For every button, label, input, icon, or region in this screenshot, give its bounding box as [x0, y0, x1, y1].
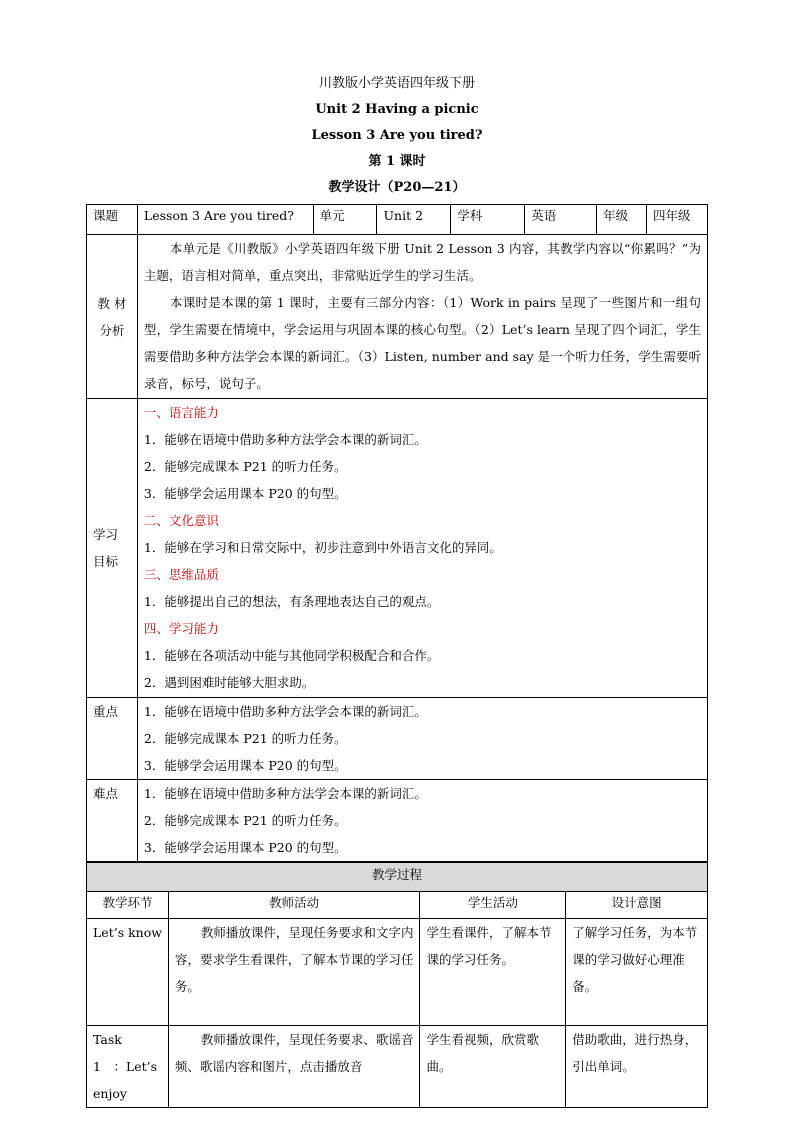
goals-row	[87, 399, 708, 698]
analysis-row	[87, 235, 708, 399]
goals-label-a: 学习	[93, 527, 119, 542]
goal-item: 1．能够在学习和日常交际中，初步注意到中外语言文化的异同。	[143, 540, 502, 555]
document-header	[0, 76, 794, 206]
goal-item: 3．能够学会运用课本 P20 的句型。	[143, 486, 347, 501]
design-title: 教学设计（P20—21）	[328, 180, 466, 195]
goals-label	[87, 399, 138, 698]
goals-content	[137, 399, 707, 698]
book-title: 川教版小学英语四年级下册	[318, 76, 475, 91]
difficulties-label: 难点	[87, 780, 138, 862]
subject-value: 英语	[525, 205, 597, 235]
goal-item: 2．遇到困难时能够大胆求助。	[143, 675, 315, 690]
process-table	[86, 862, 708, 1108]
process-title-row	[87, 863, 708, 892]
intent-cell: 借助歌曲，进行热身，引出单词。	[566, 1026, 708, 1108]
subject-label: 学科	[451, 205, 525, 235]
col-intent: 设计意图	[566, 892, 708, 919]
difficulty-item: 1．能够在语境中借助多种方法学会本课的新词汇。	[143, 786, 427, 801]
goal-item: 2．能够完成课本 P21 的听力任务。	[143, 459, 347, 474]
unit-title: Unit 2 Having a picnic	[315, 102, 479, 117]
analysis-para-1: 本单元是《川教版》小学英语四年级下册 Unit 2 Lesson 3 内容，其教学内容以“你累吗？”为主题，语言相对简单，重点突出，非常贴近学生的学习生活。	[143, 241, 701, 283]
lesson-info-table	[86, 204, 708, 862]
topic-value: Lesson 3 Are you tired?	[137, 205, 313, 235]
goal-item: 1．能够提出自己的想法，有条理地表达自己的观点。	[143, 594, 440, 609]
stage-cell: Task 1 ：Let’s enjoy	[87, 1026, 169, 1108]
col-student: 学生活动	[420, 892, 566, 919]
analysis-label-b: 分析	[99, 322, 125, 338]
period-title: 第 1 课时	[368, 154, 426, 169]
process-row	[87, 919, 708, 1026]
process-header-row	[87, 892, 708, 919]
goal-heading-language: 一、语言能力	[143, 405, 219, 420]
process-row	[87, 1026, 708, 1108]
key-points-label: 重点	[87, 698, 138, 780]
topic-label: 课题	[87, 205, 138, 235]
goal-heading-culture: 二、文化意识	[143, 513, 219, 528]
teacher-cell: 教师播放课件，呈现任务要求、歌谣音频、歌谣内容和图片，点击播放音	[168, 1026, 420, 1108]
grade-label: 年级	[597, 205, 647, 235]
col-stage: 教学环节	[87, 892, 169, 919]
difficulty-item: 2．能够完成课本 P21 的听力任务。	[143, 813, 347, 828]
stage-cell: Let’s know	[87, 919, 169, 1026]
process-title: 教学过程	[87, 863, 708, 892]
key-points-row	[87, 698, 708, 780]
key-point-item: 3．能够学会运用课本 P20 的句型。	[143, 758, 347, 773]
key-point-item: 1．能够在语境中借助多种方法学会本课的新词汇。	[143, 704, 427, 719]
goal-heading-learning: 四、学习能力	[143, 621, 219, 636]
lesson-title: Lesson 3 Are you tired?	[311, 128, 483, 143]
difficulties-content	[137, 780, 707, 862]
col-teacher: 教师活动	[168, 892, 420, 919]
unit-label: 单元	[313, 205, 377, 235]
teacher-cell: 教师播放课件，呈现任务要求和文字内容，要求学生看课件，了解本节课的学习任务。	[168, 919, 420, 1026]
goal-item: 1．能够在语境中借助多种方法学会本课的新词汇。	[143, 432, 427, 447]
student-cell: 学生看课件，了解本节课的学习任务。	[420, 919, 566, 1026]
student-cell: 学生看视频，欣赏歌曲。	[420, 1026, 566, 1108]
difficulty-item: 3．能够学会运用课本 P20 的句型。	[143, 840, 347, 855]
grade-value: 四年级	[647, 205, 708, 235]
analysis-content	[137, 235, 707, 399]
goals-label-b: 目标	[93, 554, 119, 569]
analysis-label	[87, 235, 138, 399]
unit-value: Unit 2	[377, 205, 451, 235]
analysis-label-a: 教 材	[97, 295, 127, 311]
goal-heading-thinking: 三、思维品质	[143, 567, 219, 582]
key-point-item: 2．能够完成课本 P21 的听力任务。	[143, 731, 347, 746]
goal-item: 1．能够在各项活动中能与其他同学积极配合和合作。	[143, 648, 440, 663]
info-row	[87, 205, 708, 235]
key-points-content	[137, 698, 707, 780]
analysis-para-2: 本课时是本课的第 1 课时，主要有三部分内容：（1）Work in pairs 呈现了一些图片和一组句型，学生需要在情境中，学会运用与巩固本课的核心句型。（2）Let’s learn 呈现了四个词汇，学生需要借助多种方法学会本课的新词汇。（3）Listen, number and say 是一个听力任务，学生需要听录音，标号，说句子。	[143, 295, 701, 391]
intent-cell: 了解学习任务，为本节课的学习做好心理准备。	[566, 919, 708, 1026]
difficulties-row	[87, 780, 708, 862]
